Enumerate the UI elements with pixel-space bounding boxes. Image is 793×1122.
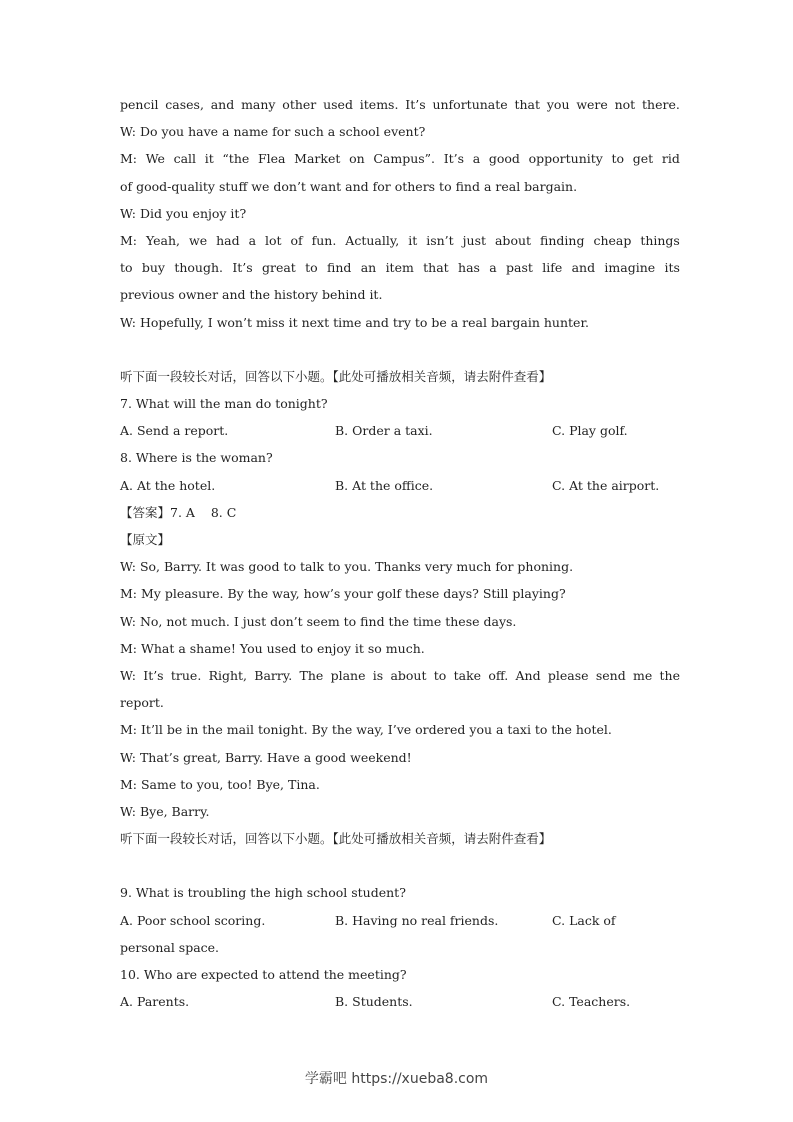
option-a: A. At the hotel. <box>120 477 216 493</box>
listening-instruction: 听下面一段较长对话，回答以下小题。【此处可播放相关音频，请去附件查看】 <box>120 831 552 847</box>
question-10-options <box>120 991 680 1018</box>
option-c: C. At the airport. <box>552 477 660 493</box>
dialogue-line: W: Did you enjoy it? <box>120 205 247 221</box>
transcript-line: M: Same to you, too! Bye, Tina. <box>120 776 320 792</box>
question-8-options <box>120 475 680 502</box>
dialogue-line: to buy though. It’s great to find an item that has a past life and imagine its <box>120 260 680 276</box>
transcript-line: W: It’s true. Right, Barry. The plane is about to take off. And please send me the <box>120 667 680 683</box>
option-a: A. Parents. <box>120 994 190 1010</box>
dialogue-line: W: Do you have a name for such a school event? <box>120 124 426 140</box>
option-b: B. Having no real friends. <box>335 912 499 928</box>
original-text-label: 【原文】 <box>120 532 171 547</box>
dialogue-line: previous owner and the history behind it. <box>120 287 383 303</box>
listening-instruction: 听下面一段较长对话，回答以下小题。【此处可播放相关音频，请去附件查看】 <box>120 368 552 384</box>
footer-watermark: 学霸吧 https://xueba8.com <box>304 1071 489 1087</box>
option-b: B. Students. <box>335 994 413 1010</box>
dialogue-line: of good-quality stuff we don’t want and for others to find a real bargain. <box>120 178 578 194</box>
option-a: A. Poor school scoring. <box>120 912 266 928</box>
transcript-line: W: So, Barry. It was good to talk to you. Thanks very much for phoning. <box>120 559 574 575</box>
question-9: 9. What is troubling the high school student? <box>120 885 406 901</box>
dialogue-line: M: We call it “the Flea Market on Campus”. It’s a good opportunity to get rid <box>120 151 680 167</box>
transcript-line: report. <box>120 695 164 711</box>
question-7-options <box>120 420 680 447</box>
transcript-line: M: My pleasure. By the way, how’s your golf these days? Still playing? <box>120 586 566 602</box>
question-7: 7. What will the man do tonight? <box>120 396 328 412</box>
option-c: C. Teachers. <box>552 994 631 1010</box>
option-c: C. Lack of <box>552 912 616 928</box>
option-b: B. At the office. <box>335 477 434 493</box>
option-a: A. Send a report. <box>120 423 229 439</box>
transcript-line: M: What a shame! You used to enjoy it so much. <box>120 640 425 656</box>
answer-key: 【答案】7. A 8. C <box>120 504 237 520</box>
question-8: 8. Where is the woman? <box>120 450 273 466</box>
transcript-line: W: Bye, Barry. <box>120 803 210 819</box>
section-gap <box>120 339 680 366</box>
document-body <box>120 94 680 1018</box>
dialogue-line: W: Hopefully, I won’t miss it next time and try to be a real bargain hunter. <box>120 314 590 330</box>
transcript-line: M: It’ll be in the mail tonight. By the way, I’ve ordered you a taxi to the hotel. <box>120 722 612 738</box>
section-gap <box>120 855 680 882</box>
dialogue-line: M: Yeah, we had a lot of fun. Actually, it isn’t just about finding cheap things <box>120 232 680 248</box>
option-c: C. Play golf. <box>552 423 628 439</box>
transcript-line: W: No, not much. I just don’t seem to find the time these days. <box>120 613 517 629</box>
question-9-options <box>120 910 680 937</box>
option-c-continued: personal space. <box>120 939 220 955</box>
question-10: 10. Who are expected to attend the meeting? <box>120 967 407 982</box>
dialogue-line: pencil cases, and many other used items. It’s unfortunate that you were not there. <box>120 97 680 112</box>
transcript-line: W: That’s great, Barry. Have a good weekend! <box>120 749 412 765</box>
option-b: B. Order a taxi. <box>335 423 433 439</box>
